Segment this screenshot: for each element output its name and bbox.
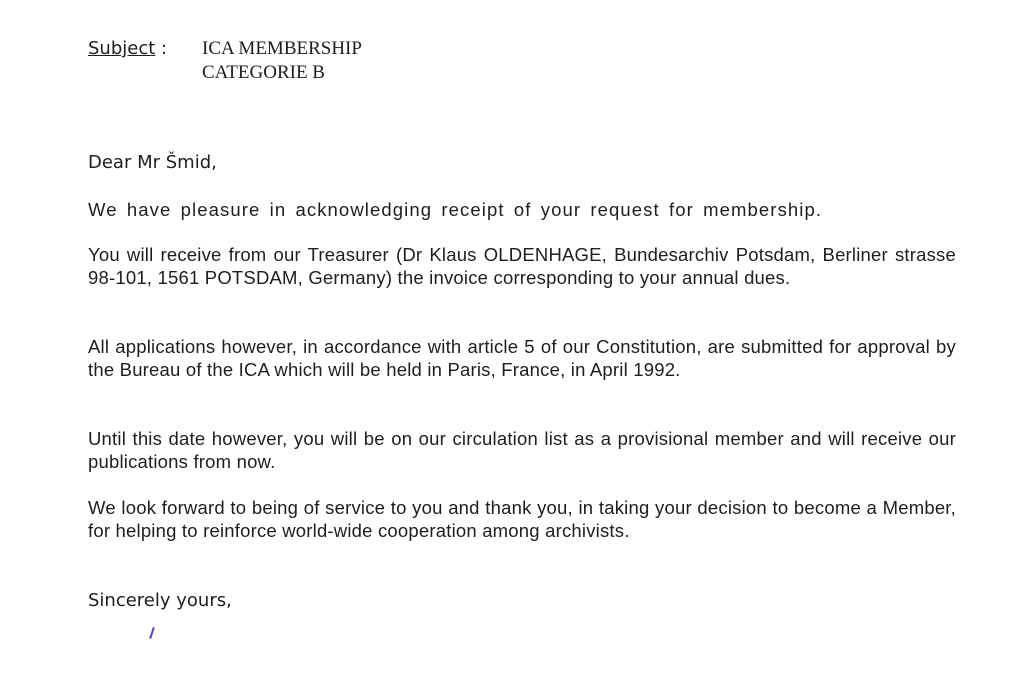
body-paragraph: You will receive from our Treasurer (Dr Klaus OLDENHAGE, Bundesarchiv Potsdam, Berliner strasse 98-101, 1561 POTSDAM, Germany) the invoice corresponding to your annual dues. (88, 244, 956, 288)
subject-colon: : (161, 38, 168, 59)
closing: Sincerely yours, (88, 590, 232, 611)
body-paragraph: All applications however, in accordance with article 5 of our Constitution, are submitted for approval by the Bureau of the ICA which will be held in Paris, France, in April 1992. (88, 336, 956, 380)
subject-label (88, 37, 167, 61)
body-paragraph: We look forward to being of service to you and thank you, in taking your decision to become a Member, for helping to reinforce world-wide cooperation among archivists. (88, 497, 956, 541)
subject-line: ICA MEMBERSHIP (202, 38, 362, 59)
subject-label-text: Subject (88, 38, 156, 59)
subject-line: CATEGORIE B (202, 62, 325, 83)
subject-values (202, 37, 362, 85)
salutation: Dear Mr Šmid, (88, 152, 217, 173)
body-paragraph: Until this date however, you will be on our circulation list as a provisional member and will receive our publications from now. (88, 428, 956, 472)
signature-mark (149, 627, 155, 639)
body-paragraph: We have pleasure in acknowledging receipt of your request for membership. (88, 199, 823, 220)
